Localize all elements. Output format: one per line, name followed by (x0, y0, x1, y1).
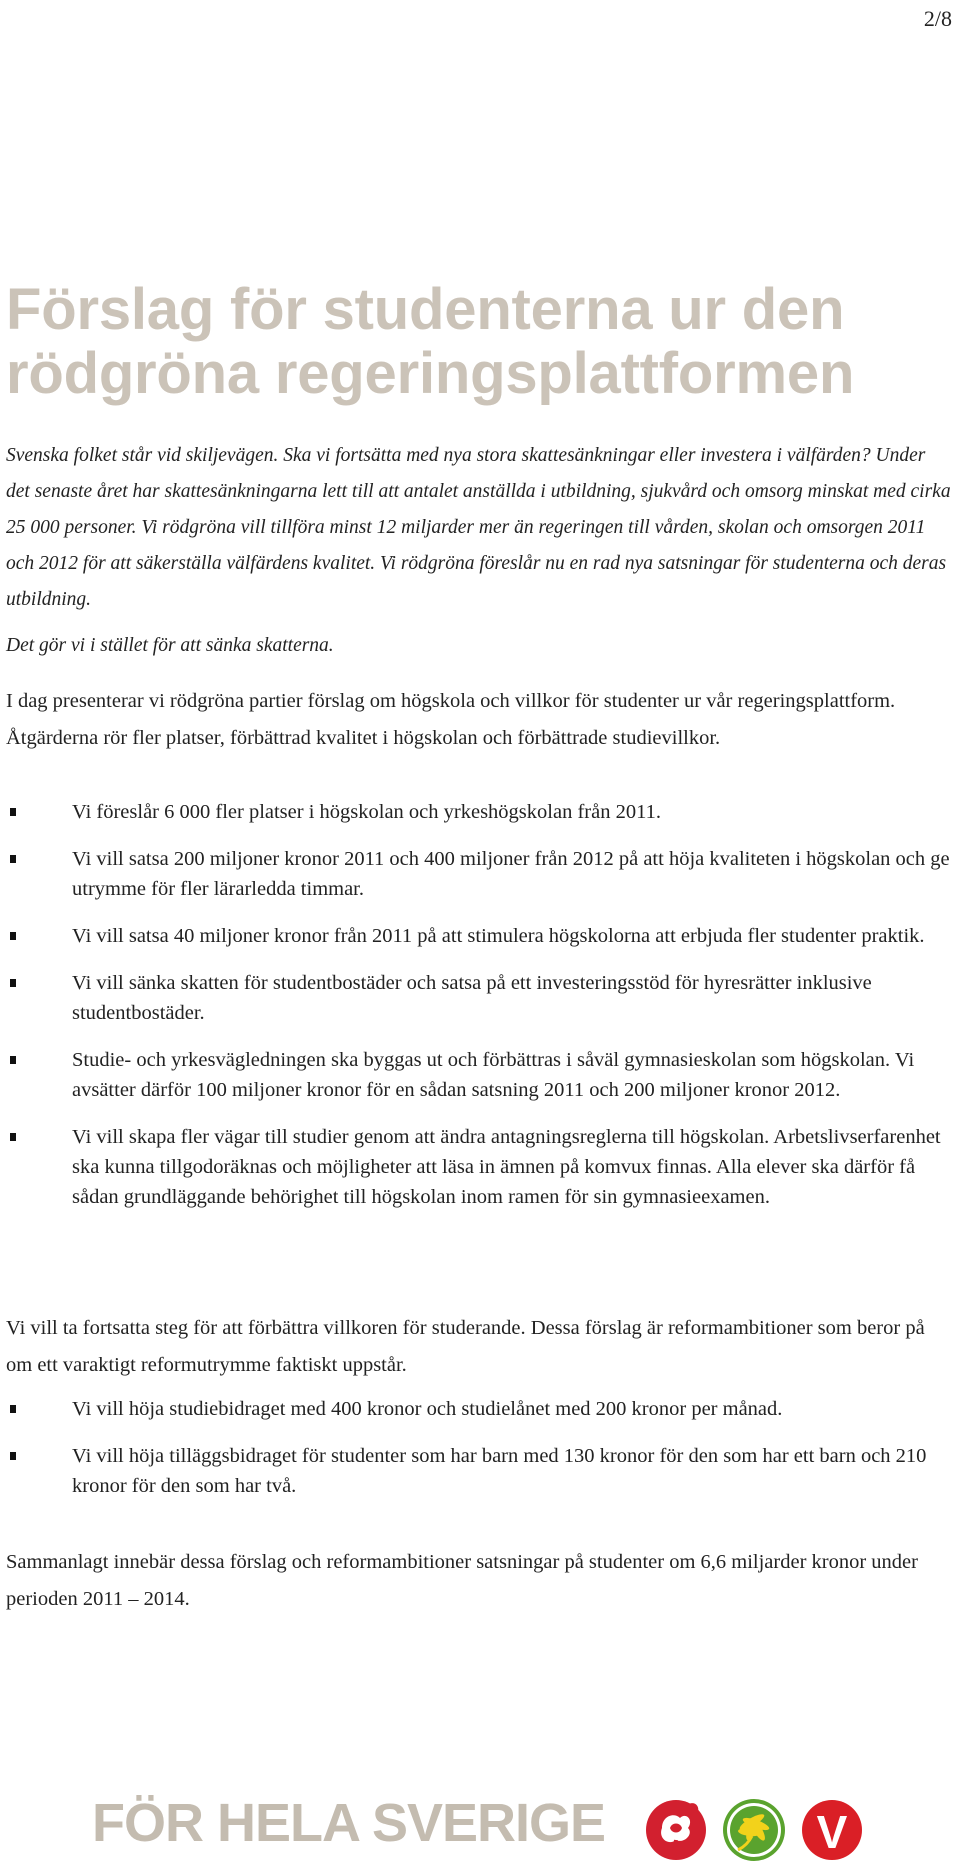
list-item (0, 1122, 960, 1212)
bullet-square-icon (10, 1133, 16, 1141)
bullet-square-icon (10, 1056, 16, 1064)
list-item (0, 797, 960, 827)
list-item (0, 1394, 960, 1424)
list-item-text: Vi vill skapa fler vägar till studier genom att ändra antagningsreglerna till högskolan. Arbetslivserfarenhet ska kunna tillgodoräknas och möjligheter att läsa in ämnen på komvux finnas. Alla elever ska därför få sådan grundläggande behörighet till högskolan inom ramen för sin gymnasieexamen. (72, 1126, 941, 1208)
list-item-text: Vi vill satsa 200 miljoner kronor 2011 och 400 miljoner från 2012 på att höja kvaliteten i högskolan och ge utrymme för fler lärarledda timmar. (72, 848, 950, 900)
list-item-text: Vi vill satsa 40 miljoner kronor från 2011 på att stimulera högskolorna att erbjuda fler studenter praktik. (72, 925, 925, 947)
list-item-text: Vi föreslår 6 000 fler platser i högskolan och yrkeshögskolan från 2011. (72, 801, 661, 823)
intro-paragraph: Svenska folket står vid skiljevägen. Ska vi fortsätta med nya stora skattesänkningar eller investera i välfärden? Under det senaste året har skattesänkningarna lett till att antalet anställda i utbildning, sjukvård och omsorg minskat med cirka 25 000 personer. Vi rödgröna vill tillföra minst 12 miljarder mer än regeringen till vården, skolan och omsorgen 2011 och 2012 för att säkerställa välfärdens kvalitet. Vi rödgröna föreslår nu en rad nya satsningar för studenterna och deras utbildning. (6, 445, 951, 610)
list-item-text: Vi vill höja studiebidraget med 400 kronor och studielånet med 200 kronor per månad. (72, 1398, 783, 1420)
list-item-text: Studie- och yrkesvägledningen ska byggas ut och förbättras i såväl gymnasieskolan som högskolan. Vi avsätter därför 100 miljoner kronor för en sådan satsning 2011 och 200 miljoner kronor 2012. (72, 1049, 915, 1101)
bullet-square-icon (10, 979, 16, 987)
list-item (0, 921, 960, 951)
footer-slogan: FÖR HELA SVERIGE (92, 1793, 606, 1853)
bullet-square-icon (10, 1452, 16, 1460)
reform-paragraph: Vi vill ta fortsatta steg för att förbättra villkoren för studerande. Dessa förslag är reformambitioner som beror på om ett varaktigt reformutrymme faktiskt uppstår. (6, 1317, 925, 1376)
bullet-square-icon (10, 932, 16, 940)
reform-list (0, 1394, 960, 1501)
bullet-square-icon (10, 1405, 16, 1413)
title-line-2: rödgröna regeringsplattformen (6, 341, 855, 406)
bullet-square-icon (10, 855, 16, 863)
social-democrats-rose-logo (640, 1792, 712, 1864)
proposal-list (0, 797, 960, 1212)
green-party-dandelion-logo (718, 1792, 790, 1864)
summary-paragraph: Sammanlagt innebär dessa förslag och reformambitioner satsningar på studenter om 6,6 miljarder kronor under perioden 2011 – 2014. (6, 1551, 918, 1610)
footer (0, 1776, 960, 1865)
list-item (0, 844, 960, 904)
page-title (6, 278, 946, 406)
list-item-text: Vi vill höja tilläggsbidraget för studenter som har barn med 130 kronor för den som har ett barn och 210 kronor för den som har två. (72, 1445, 927, 1497)
title-line-1: Förslag för studenterna ur den (6, 277, 845, 342)
list-item-text: Vi vill sänka skatten för studentbostäder och satsa på ett investeringsstöd för hyresrätter inklusive studentbostäder. (72, 972, 872, 1024)
list-item (0, 1045, 960, 1105)
bullet-square-icon (10, 808, 16, 816)
presentation-paragraph: I dag presenterar vi rödgröna partier förslag om högskola och villkor för studenter ur vår regeringsplattform. Åtgärderna rör fler platser, förbättrad kvalitet i högskolan och förbättrade studievillkor. (6, 690, 896, 749)
page-number: 2/8 (923, 6, 952, 31)
left-party-v-letter: V (816, 1806, 848, 1858)
list-item (0, 1441, 960, 1501)
list-item (0, 968, 960, 1028)
left-party-v-logo (796, 1792, 868, 1864)
intro-statement: Det gör vi i stället för att sänka skatterna. (6, 635, 334, 656)
